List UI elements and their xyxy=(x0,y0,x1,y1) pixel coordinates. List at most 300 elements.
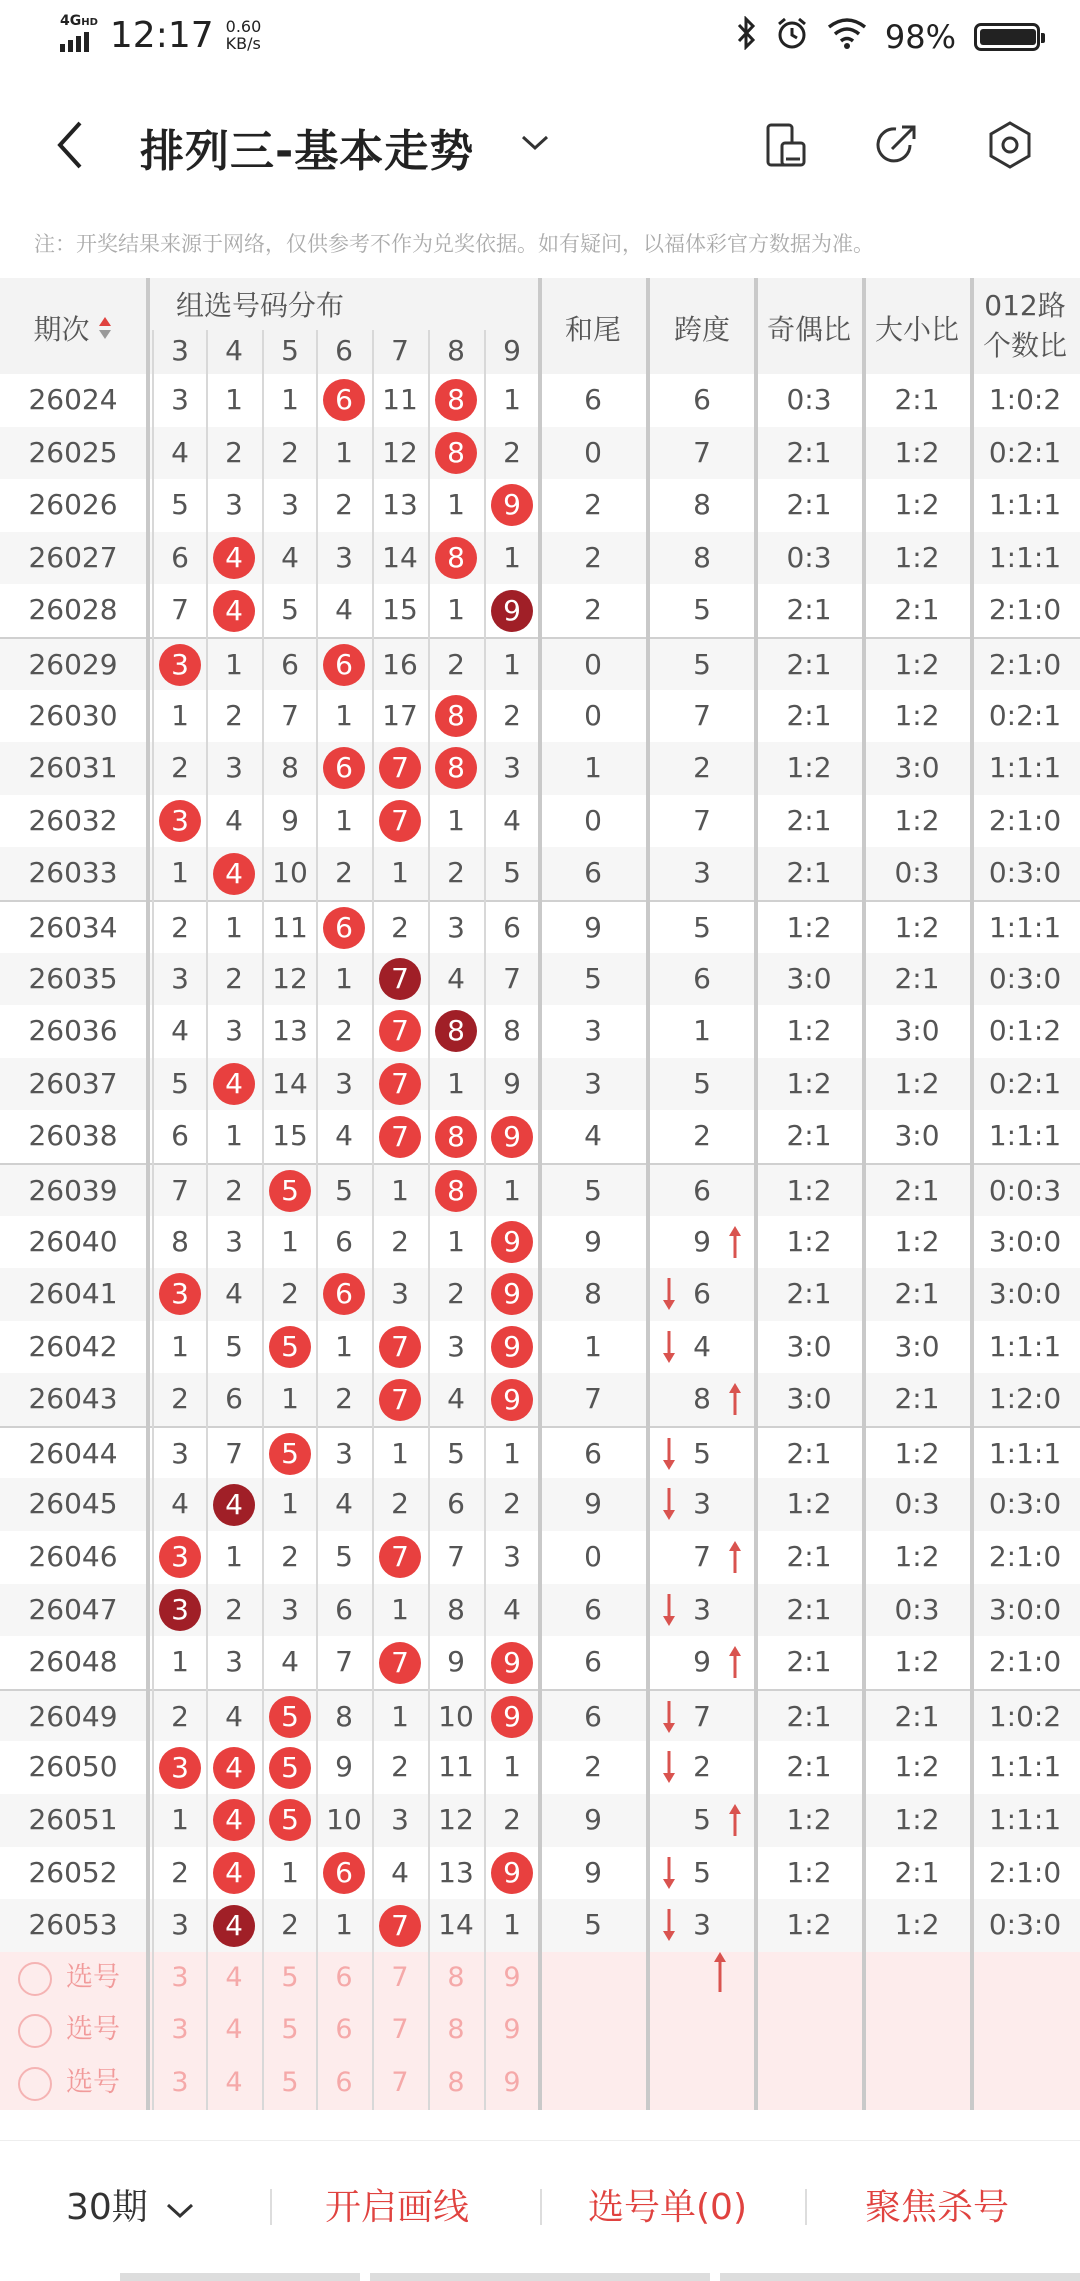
omission-cell: 3 xyxy=(225,1645,243,1679)
omission-cell: 2 xyxy=(335,1382,353,1416)
odd-even-cell: 3:0 xyxy=(786,1382,832,1416)
odd-even-cell: 2:1 xyxy=(786,647,832,681)
odd-even-cell: 2:1 xyxy=(786,1119,832,1153)
select-radio[interactable] xyxy=(18,2014,52,2048)
omission-cell: 10 xyxy=(438,1699,474,1733)
pick-digit-4[interactable]: 4 xyxy=(225,2067,243,2098)
chevron-down-icon[interactable] xyxy=(520,133,550,157)
omission-cell: 9 xyxy=(281,803,299,837)
hit-ball xyxy=(428,742,484,795)
pick-digit-9[interactable]: 9 xyxy=(503,1961,521,1993)
odd-even-cell: 2:1 xyxy=(786,1277,832,1311)
pick-digit-8[interactable]: 8 xyxy=(447,2067,465,2098)
period-cell: 26033 xyxy=(28,856,118,890)
span-cell: 8 xyxy=(693,488,711,522)
omission-cell: 2 xyxy=(281,1277,299,1311)
pick-label[interactable]: 选号 xyxy=(66,1961,120,1993)
route-ratio-cell: 2:1:0 xyxy=(988,593,1062,627)
period-cell: 26026 xyxy=(28,488,118,522)
ball: 4 xyxy=(213,537,255,579)
omission-cell: 1 xyxy=(447,593,465,627)
span-cell: 5 xyxy=(693,910,711,944)
odd-even-cell: 1:2 xyxy=(786,910,832,944)
omission-cell: 1 xyxy=(447,1224,465,1258)
route-ratio-cell: 2:1:0 xyxy=(988,1645,1062,1679)
omission-cell: 7 xyxy=(171,593,189,627)
hit-ball xyxy=(152,1741,208,1794)
hit-ball xyxy=(428,1165,484,1218)
hit-ball xyxy=(262,1321,318,1374)
hit-ball xyxy=(372,1373,428,1426)
route-ratio-cell: 3:0:0 xyxy=(988,1224,1062,1258)
pick-digit-3[interactable]: 3 xyxy=(171,1961,189,1993)
ball: 7 xyxy=(379,1010,421,1052)
settings-icon[interactable] xyxy=(984,119,1036,171)
hit-ball xyxy=(206,1847,262,1900)
omission-cell: 12 xyxy=(382,435,418,469)
hit-ball xyxy=(372,1899,428,1952)
focus-kill-button[interactable]: 聚焦杀号 xyxy=(865,2187,1010,2228)
arrow-down-icon xyxy=(662,1486,676,1526)
sum-tail-cell: 6 xyxy=(584,1592,602,1626)
span-cell: 6 xyxy=(693,1173,711,1207)
omission-cell: 8 xyxy=(171,1224,189,1258)
omission-cell: 6 xyxy=(447,1487,465,1521)
ball: 4 xyxy=(213,1063,255,1105)
omission-cell: 1 xyxy=(447,803,465,837)
pick-digit-6[interactable]: 6 xyxy=(335,2014,353,2046)
route-ratio-cell: 3:0:0 xyxy=(988,1592,1062,1626)
ball: 6 xyxy=(323,644,365,686)
digit-header-5: 5 xyxy=(281,334,299,367)
grid-line xyxy=(646,278,650,2110)
arrow-up-icon xyxy=(713,1950,727,1998)
period-cell: 26048 xyxy=(28,1645,118,1679)
pick-digit-6[interactable]: 6 xyxy=(335,2067,353,2098)
sum-tail-cell: 2 xyxy=(584,593,602,627)
ball: 4 xyxy=(213,1484,255,1526)
period-cell: 26041 xyxy=(28,1277,118,1311)
omission-cell: 3 xyxy=(171,961,189,995)
omission-cell: 8 xyxy=(447,1592,465,1626)
span-cell: 3 xyxy=(693,856,711,890)
omission-cell: 5 xyxy=(335,1540,353,1574)
group-distribution-header: 组选号码分布 xyxy=(176,289,345,322)
hit-ball xyxy=(484,1216,540,1269)
span-cell: 9 xyxy=(693,1645,711,1679)
omission-cell: 1 xyxy=(281,383,299,416)
omission-cell: 1 xyxy=(335,1908,353,1942)
period-cell: 26031 xyxy=(28,751,118,785)
hit-ball xyxy=(484,1373,540,1426)
hit-ball xyxy=(206,1741,262,1794)
ball: 6 xyxy=(323,907,365,949)
hit-ball xyxy=(372,1636,428,1689)
route-ratio-cell: 1:1:1 xyxy=(988,751,1062,785)
pick-digit-5[interactable]: 5 xyxy=(281,2067,299,2098)
hit-ball xyxy=(152,639,208,692)
arrow-down-icon xyxy=(662,1276,676,1316)
big-small-cell: 2:1 xyxy=(894,1855,940,1889)
span-cell: 5 xyxy=(693,1436,711,1470)
omission-cell: 3 xyxy=(391,1277,409,1311)
big-small-cell: 1:2 xyxy=(894,1436,940,1470)
omission-cell: 1 xyxy=(335,1329,353,1363)
omission-cell: 8 xyxy=(503,1014,521,1048)
omission-cell: 3 xyxy=(171,383,189,416)
grid-line xyxy=(152,330,154,2110)
period-cell: 26025 xyxy=(28,435,118,469)
ball: 3 xyxy=(159,1536,201,1578)
omission-cell: 3 xyxy=(503,1540,521,1574)
route-ratio-cell: 0:3:0 xyxy=(988,961,1062,995)
period-cell: 26050 xyxy=(28,1750,118,1784)
hit-ball xyxy=(316,374,372,427)
hit-ball xyxy=(428,1005,484,1058)
pick-label[interactable]: 选号 xyxy=(66,2067,120,2098)
hit-ball xyxy=(484,1110,540,1163)
omission-cell: 2 xyxy=(503,698,521,732)
period-header[interactable]: 期次 xyxy=(0,308,146,348)
omission-cell: 2 xyxy=(171,910,189,944)
omission-cell: 1 xyxy=(503,1173,521,1207)
span-cell: 1 xyxy=(693,1014,711,1048)
big-small-cell: 1:2 xyxy=(894,647,940,681)
odd-even-cell: 2:1 xyxy=(786,698,832,732)
omission-cell: 14 xyxy=(382,540,418,574)
ball: 6 xyxy=(323,747,365,789)
big-small-cell: 2:1 xyxy=(894,1382,940,1416)
sum-tail-cell: 6 xyxy=(584,1699,602,1733)
omission-cell: 2 xyxy=(171,1855,189,1889)
omission-cell: 1 xyxy=(281,1855,299,1889)
sum-tail-cell: 9 xyxy=(584,1487,602,1521)
disclaimer-notice: 注：开奖结果来源于网络，仅供参考不作为兑奖依据。如有疑问，以福体彩官方数据为准。 xyxy=(34,232,874,256)
route-ratio-cell: 3:0:0 xyxy=(988,1277,1062,1311)
omission-cell: 2 xyxy=(281,1908,299,1942)
period-cell: 26024 xyxy=(28,383,118,416)
hit-ball xyxy=(152,1584,208,1637)
period-cell: 26051 xyxy=(28,1803,118,1837)
arrow-down-icon xyxy=(662,1699,676,1739)
period-cell: 26053 xyxy=(28,1908,118,1942)
route-ratio-cell: 0:0:3 xyxy=(988,1173,1062,1207)
pick-digit-9[interactable]: 9 xyxy=(503,2014,521,2046)
ball: 8 xyxy=(435,1116,477,1158)
odd-even-cell: 0:3 xyxy=(786,540,832,574)
omission-cell: 2 xyxy=(391,1750,409,1784)
ball: 3 xyxy=(159,1747,201,1789)
span-cell: 3 xyxy=(693,1908,711,1942)
hit-ball xyxy=(262,1691,318,1744)
grid-line xyxy=(428,330,430,2110)
pick-list-button[interactable]: 选号单(0) xyxy=(588,2187,747,2228)
odd-even-cell: 2:1 xyxy=(786,488,832,522)
pick-digit-4[interactable]: 4 xyxy=(225,1961,243,1993)
pick-digit-4[interactable]: 4 xyxy=(225,2014,243,2046)
omission-cell: 2 xyxy=(503,1803,521,1837)
ball: 3 xyxy=(159,1273,201,1315)
odd-even-cell: 1:2 xyxy=(786,1014,832,1048)
pick-digit-7[interactable]: 7 xyxy=(391,2014,409,2046)
route-ratio-cell: 1:1:1 xyxy=(988,1750,1062,1784)
ball: 9 xyxy=(491,1273,533,1315)
omission-cell: 1 xyxy=(335,435,353,469)
ball: 5 xyxy=(269,1747,311,1789)
hit-ball xyxy=(484,1691,540,1744)
span-cell: 7 xyxy=(693,1540,711,1574)
hit-ball xyxy=(372,742,428,795)
omission-cell: 3 xyxy=(447,910,465,944)
route-ratio-cell: 1:1:1 xyxy=(988,1329,1062,1363)
omission-cell: 7 xyxy=(281,698,299,732)
period-selector[interactable]: 30期 xyxy=(66,2179,195,2230)
route-ratio-cell: 0:2:1 xyxy=(988,698,1062,732)
omission-cell: 5 xyxy=(171,488,189,522)
period-cell: 26027 xyxy=(28,540,118,574)
big-small-cell: 2:1 xyxy=(894,1277,940,1311)
omission-cell: 2 xyxy=(225,961,243,995)
bluetooth-icon xyxy=(735,16,757,58)
pick-digit-9[interactable]: 9 xyxy=(503,2067,521,2098)
layout-toggle-icon[interactable] xyxy=(760,119,812,171)
omission-cell: 4 xyxy=(171,435,189,469)
odd-even-cell: 1:2 xyxy=(786,1908,832,1942)
back-icon[interactable] xyxy=(50,119,90,171)
omission-cell: 4 xyxy=(447,961,465,995)
hit-ball xyxy=(484,1268,540,1321)
omission-cell: 5 xyxy=(503,856,521,890)
odd-even-cell: 1:2 xyxy=(786,1224,832,1258)
big-small-cell: 0:3 xyxy=(894,1487,940,1521)
ball: 9 xyxy=(491,1379,533,1421)
omission-cell: 2 xyxy=(171,1699,189,1733)
arrow-down-icon xyxy=(662,1329,676,1369)
hit-ball xyxy=(316,902,372,955)
pick-digit-5[interactable]: 5 xyxy=(281,2014,299,2046)
hit-ball xyxy=(484,1847,540,1900)
share-icon[interactable] xyxy=(870,119,922,171)
hit-ball xyxy=(206,584,262,637)
omission-cell: 3 xyxy=(447,1329,465,1363)
alarm-icon xyxy=(775,16,809,58)
hit-ball xyxy=(152,1531,208,1584)
omission-cell: 2 xyxy=(335,488,353,522)
pick-digit-3[interactable]: 3 xyxy=(171,2014,189,2046)
hit-ball xyxy=(152,1268,208,1321)
omission-cell: 5 xyxy=(281,593,299,627)
omission-cell: 2 xyxy=(391,910,409,944)
grid-line xyxy=(862,278,866,2110)
omission-cell: 8 xyxy=(335,1699,353,1733)
arrow-up-icon xyxy=(728,1644,742,1684)
pick-label[interactable]: 选号 xyxy=(66,2014,120,2046)
digit-header-9: 9 xyxy=(503,334,521,367)
sum-tail-cell: 5 xyxy=(584,961,602,995)
omission-cell: 4 xyxy=(171,1487,189,1521)
ball: 7 xyxy=(379,800,421,842)
digit-header-4: 4 xyxy=(225,334,243,367)
sort-icon[interactable] xyxy=(98,315,112,348)
omission-cell: 4 xyxy=(391,1855,409,1889)
sum-tail-cell: 9 xyxy=(584,1855,602,1889)
select-radio[interactable] xyxy=(18,2067,52,2101)
ball: 4 xyxy=(213,1905,255,1947)
span-cell: 5 xyxy=(693,1855,711,1889)
hit-ball xyxy=(262,1794,318,1847)
period-cell: 26042 xyxy=(28,1329,118,1363)
span-cell: 5 xyxy=(693,1066,711,1100)
big-small-cell: 1:2 xyxy=(894,803,940,837)
omission-cell: 4 xyxy=(335,1119,353,1153)
period-cell: 26043 xyxy=(28,1382,118,1416)
pick-digit-3[interactable]: 3 xyxy=(171,2067,189,2098)
omission-cell: 3 xyxy=(225,1224,243,1258)
hit-ball xyxy=(428,1110,484,1163)
period-cell: 26039 xyxy=(28,1173,118,1207)
omission-cell: 14 xyxy=(272,1066,308,1100)
odd-even-cell: 1:2 xyxy=(786,1066,832,1100)
ball: 6 xyxy=(323,379,365,421)
big-small-cell: 1:2 xyxy=(894,488,940,522)
sum-tail-cell: 6 xyxy=(584,1436,602,1470)
omission-cell: 1 xyxy=(447,488,465,522)
battery-icon xyxy=(974,23,1040,51)
digit-header-8: 8 xyxy=(447,334,465,367)
page-title[interactable]: 排列三-基本走势 xyxy=(140,126,475,177)
odd-even-cell: 1:2 xyxy=(786,1173,832,1207)
big-small-cell: 0:3 xyxy=(894,856,940,890)
omission-cell: 2 xyxy=(335,1014,353,1048)
arrow-up-icon xyxy=(728,1802,742,1842)
omission-cell: 2 xyxy=(225,435,243,469)
ball: 3 xyxy=(159,800,201,842)
hit-ball xyxy=(484,1321,540,1374)
ball: 7 xyxy=(379,1326,421,1368)
route-ratio-cell: 1:1:1 xyxy=(988,540,1062,574)
omission-cell: 1 xyxy=(171,1645,189,1679)
omission-cell: 1 xyxy=(171,856,189,890)
pick-digit-8[interactable]: 8 xyxy=(447,2014,465,2046)
pick-digit-8[interactable]: 8 xyxy=(447,1961,465,1993)
signal-icon: 4GHD xyxy=(60,14,98,56)
ball: 9 xyxy=(491,1116,533,1158)
ball: 8 xyxy=(435,747,477,789)
omission-cell: 1 xyxy=(503,1908,521,1942)
period-cell: 26037 xyxy=(28,1066,118,1100)
omission-cell: 2 xyxy=(281,1540,299,1574)
hit-ball xyxy=(484,479,540,532)
span-cell: 7 xyxy=(693,803,711,837)
omission-cell: 7 xyxy=(171,1173,189,1207)
omission-cell: 6 xyxy=(171,1119,189,1153)
draw-lines-button[interactable]: 开启画线 xyxy=(325,2187,470,2228)
pick-digit-7[interactable]: 7 xyxy=(391,2067,409,2098)
ball: 9 xyxy=(491,1696,533,1738)
omission-cell: 2 xyxy=(225,1173,243,1207)
omission-cell: 1 xyxy=(225,1540,243,1574)
omission-cell: 4 xyxy=(281,1645,299,1679)
omission-cell: 3 xyxy=(171,1908,189,1942)
omission-cell: 15 xyxy=(272,1119,308,1153)
omission-cell: 14 xyxy=(438,1908,474,1942)
big-small-cell: 3:0 xyxy=(894,1119,940,1153)
big-small-cell: 1:2 xyxy=(894,435,940,469)
hit-ball xyxy=(372,1321,428,1374)
hit-ball xyxy=(316,639,372,692)
sum-tail-cell: 8 xyxy=(584,1277,602,1311)
hit-ball xyxy=(206,1794,262,1847)
omission-cell: 1 xyxy=(335,698,353,732)
trend-table xyxy=(0,278,1080,2110)
ball: 5 xyxy=(269,1696,311,1738)
ball: 3 xyxy=(159,1589,201,1631)
omission-cell: 11 xyxy=(438,1750,474,1784)
omission-cell: 2 xyxy=(171,751,189,785)
ball: 6 xyxy=(323,1273,365,1315)
span-cell: 3 xyxy=(693,1592,711,1626)
omission-cell: 1 xyxy=(503,1436,521,1470)
ball: 9 xyxy=(491,484,533,526)
ball: 5 xyxy=(269,1799,311,1841)
odd-even-cell: 1:2 xyxy=(786,751,832,785)
omission-cell: 1 xyxy=(225,383,243,416)
ball: 7 xyxy=(379,747,421,789)
sum-tail-cell: 5 xyxy=(584,1173,602,1207)
ball: 4 xyxy=(213,1852,255,1894)
sum-tail-cell: 1 xyxy=(584,1329,602,1363)
route-ratio-cell: 0:1:2 xyxy=(988,1014,1062,1048)
pick-digit-6[interactable]: 6 xyxy=(335,1961,353,1993)
big-small-cell: 2:1 xyxy=(894,1173,940,1207)
hit-ball xyxy=(484,1636,540,1689)
big-small-cell: 3:0 xyxy=(894,1014,940,1048)
route-ratio-cell: 1:0:2 xyxy=(988,383,1062,416)
hit-ball xyxy=(372,1058,428,1111)
route-ratio-cell: 2:1:0 xyxy=(988,1540,1062,1574)
pick-digit-5[interactable]: 5 xyxy=(281,1961,299,1993)
omission-cell: 8 xyxy=(281,751,299,785)
sum-tail-header: 和尾 xyxy=(564,313,621,346)
span-cell: 4 xyxy=(693,1329,711,1363)
route-ratio-cell: 1:1:1 xyxy=(988,488,1062,522)
select-radio[interactable] xyxy=(18,1962,52,1996)
big-small-cell: 1:2 xyxy=(894,1224,940,1258)
status-time: 12:17 xyxy=(109,14,214,56)
ball: 7 xyxy=(379,958,421,1000)
odd-even-cell: 1:2 xyxy=(786,1487,832,1521)
omission-cell: 1 xyxy=(391,856,409,890)
omission-cell: 1 xyxy=(503,540,521,574)
period-cell: 26040 xyxy=(28,1224,118,1258)
odd-even-cell: 0:3 xyxy=(786,383,832,416)
omission-cell: 3 xyxy=(335,1066,353,1100)
ball: 7 xyxy=(379,1063,421,1105)
span-cell: 5 xyxy=(693,593,711,627)
omission-cell: 4 xyxy=(171,1014,189,1048)
arrow-up-icon xyxy=(728,1381,742,1421)
omission-cell: 1 xyxy=(281,1487,299,1521)
hit-ball xyxy=(316,1847,372,1900)
hit-ball xyxy=(428,690,484,743)
pick-digit-7[interactable]: 7 xyxy=(391,1961,409,1993)
ball: 9 xyxy=(491,1326,533,1368)
hit-ball xyxy=(484,584,540,637)
omission-cell: 4 xyxy=(335,1487,353,1521)
omission-cell: 1 xyxy=(171,698,189,732)
big-small-cell: 3:0 xyxy=(894,1329,940,1363)
route-ratio-cell: 2:1:0 xyxy=(988,803,1062,837)
